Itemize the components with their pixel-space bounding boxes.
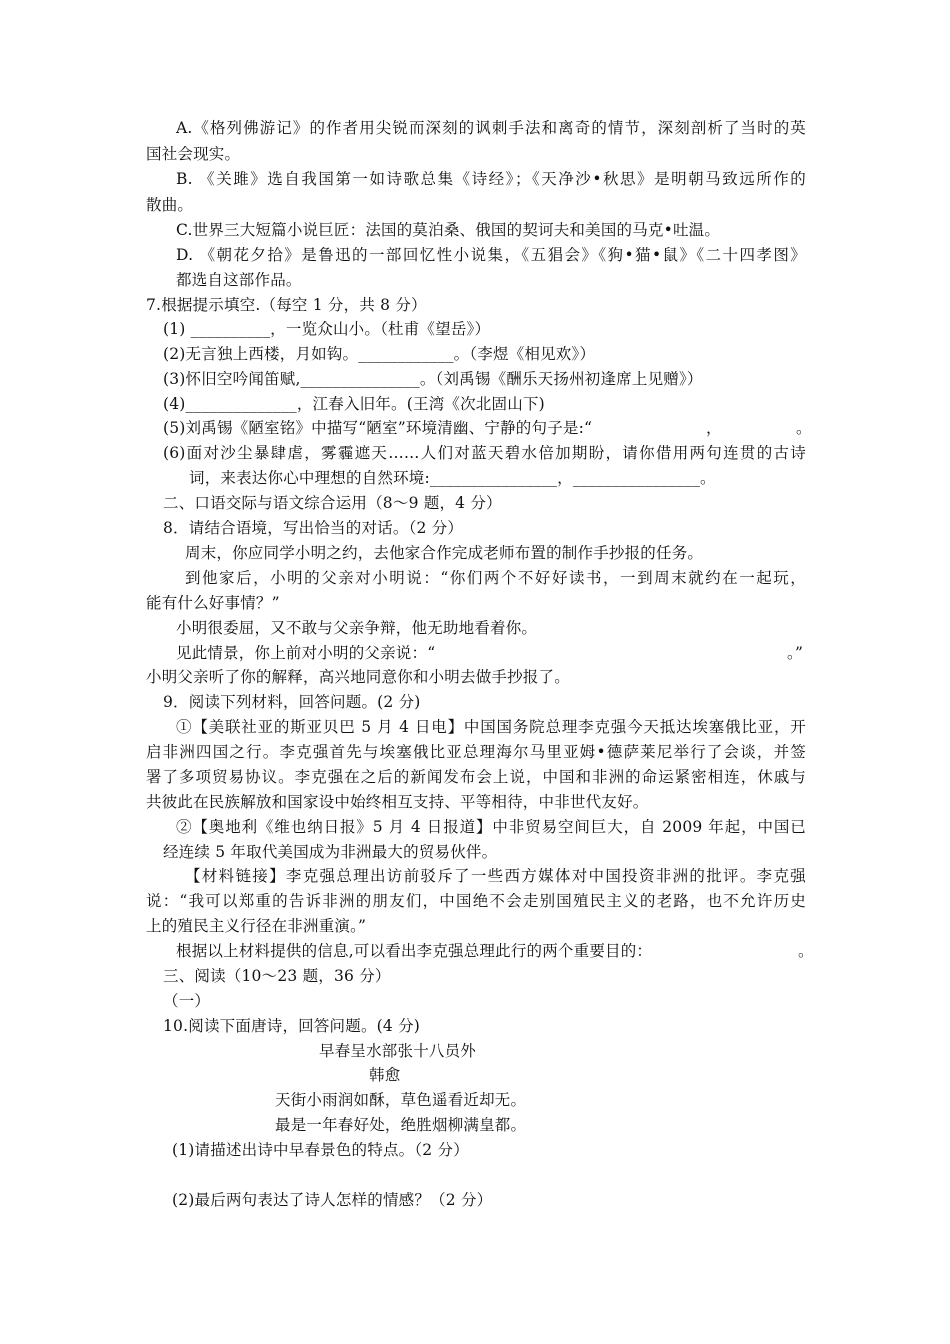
question-8-para-2-line2: 能有什么好事情？” [146,594,280,612]
question-7-item-5-comma: ， [706,419,722,437]
question-7-item-6-line2: 词，来表达你心中理想的自然环境:________________，________________。 [189,469,716,487]
question-9-prompt-end: 。 [798,942,814,960]
question-8-para-1: 周末，你应同学小明之约，去他家合作完成老师布置的制作手抄报的任务。 [185,544,704,562]
question-7-item-1: (1) __________，一览众山小。（杜甫《望岳》） [163,320,491,338]
option-b-line2: 散曲。 [146,196,194,214]
section-3-heading: 三、阅读（10～23 题，36 分） [163,967,391,985]
material-2-line1: ②【奥地利《维也纳日报》5 月 4 日报道】中非贸易空间巨大，自 2009 年起，中国已 [176,818,806,836]
question-9-title: 9．阅读下列材料，回答问题。(2 分) [163,693,421,711]
question-8-para-2-line1: 到他家后，小明的父亲对小明说：“你们两个不好好读书，一到周末就约在一起玩， [185,569,806,587]
material-link-line1: 【材料链接】李克强总理出访前驳斥了一些西方媒体对中国投资非洲的批评。李克强 [185,867,806,885]
option-a-line2: 国社会现实。 [146,145,241,163]
section-2-heading: 二、口语交际与语文综合运用（8～9 题，4 分） [163,494,502,512]
material-1-line3: 署了多项贸易协议。李克强在之后的新闻发布会上说，中国和非洲的命运紧密相连，休戚与 [146,768,806,786]
material-link-line3: 上的殖民主义行径在非洲重演。” [146,917,367,935]
question-7-title: 7.根据提示填空.（每空 1 分，共 8 分） [146,296,427,314]
question-8-title: 8．请结合语境，写出恰当的对话。（2 分） [163,519,464,537]
option-b-line1: B. 《关雎》选自我国第一如诗歌总集《诗经》；《天净沙•秋思》是明朝马致远所作的 [176,170,806,188]
option-d-line2: 都选自这部作品。 [176,271,302,289]
question-7-item-5: (5)刘禹锡《陋室铭》中描写“陋室”环境清幽、宁静的句子是:“ [163,419,593,437]
question-7-item-6-line1: (6)面对沙尘暴肆虐，雾霾遮天……人们对蓝天碧水倍加期盼，请你借用两句连贯的古诗 [163,444,806,462]
material-1-line2: 启非洲四国之行。李克强首先与埃塞俄比亚总理海尔马里亚姆•德萨莱尼举行了会谈，并签 [146,743,806,761]
question-9-prompt: 根据以上材料提供的信息,可以看出李克强总理此行的两个重要目的： [176,942,653,960]
material-1-line4: 共彼此在民族解放和国家设中始终相互支持、平等相待，中非世代友好。 [146,793,649,811]
question-7-item-2: (2)无言独上西楼，月如钩。____________。（李煜《相见欢》） [163,345,596,363]
question-8-para-4-end: 。” [787,644,804,662]
material-link-line2: 说：“我可以郑重的告诉非洲的朋友们，中国绝不会走别国殖民主义的老路，也不允许历史 [146,892,806,910]
material-2-line2: 经连续 5 年取代美国成为非洲最大的贸易伙伴。 [163,843,498,861]
question-8-para-4: 见此情景，你上前对小明的父亲说：“ [176,644,436,662]
option-c: C.世界三大短篇小说巨匠：法国的莫泊桑、俄国的契诃夫和美国的马克•吐温。 [176,221,721,239]
question-10-sub-2: (2)最后两句表达了诗人怎样的情感？（2 分） [172,1191,493,1209]
poem-title: 早春呈水部张十八员外 [319,1042,477,1060]
question-7-item-5-end: 。 [796,419,812,437]
question-8-para-3: 小明很委屈，又不敢与父亲争辩，他无助地看着你。 [176,619,538,637]
option-d-line1: D. 《朝花夕拾》是鲁迅的一部回忆性小说集，《五猖会》《狗•猫•鼠》《二十四孝图》 [176,246,806,264]
subsection-1: （一） [163,992,211,1010]
poem-author: 韩愈 [369,1066,401,1084]
material-1-line1: ①【美联社亚的斯亚贝巴 5 月 4 日电】中国国务院总理李克强今天抵达埃塞俄比亚，开 [176,718,806,736]
question-10-title: 10.阅读下面唐诗，回答问题。(4 分) [163,1017,421,1035]
question-8-para-5: 小明父亲听了你的解释，高兴地同意你和小明去做手抄报了。 [146,668,570,686]
option-a-line1: A.《格列佛游记》的作者用尖锐而深刻的讽刺手法和离奇的情节，深刻剖析了当时的英 [176,119,806,137]
question-10-sub-1: (1)请描述出诗中早春景色的特点。（2 分） [172,1141,469,1159]
poem-line-2: 最是一年春好处，绝胜烟柳满皇都。 [275,1116,527,1134]
question-7-item-4: (4)______________，江春入旧年。(王湾《次北固山下) [163,395,545,413]
question-7-item-3: (3)怀旧空吟闻笛赋,_______________。（刘禹锡《酬乐天扬州初逢席上见赠》） [163,370,703,388]
poem-line-1: 天街小雨润如酥，草色遥看近却无。 [275,1091,527,1109]
